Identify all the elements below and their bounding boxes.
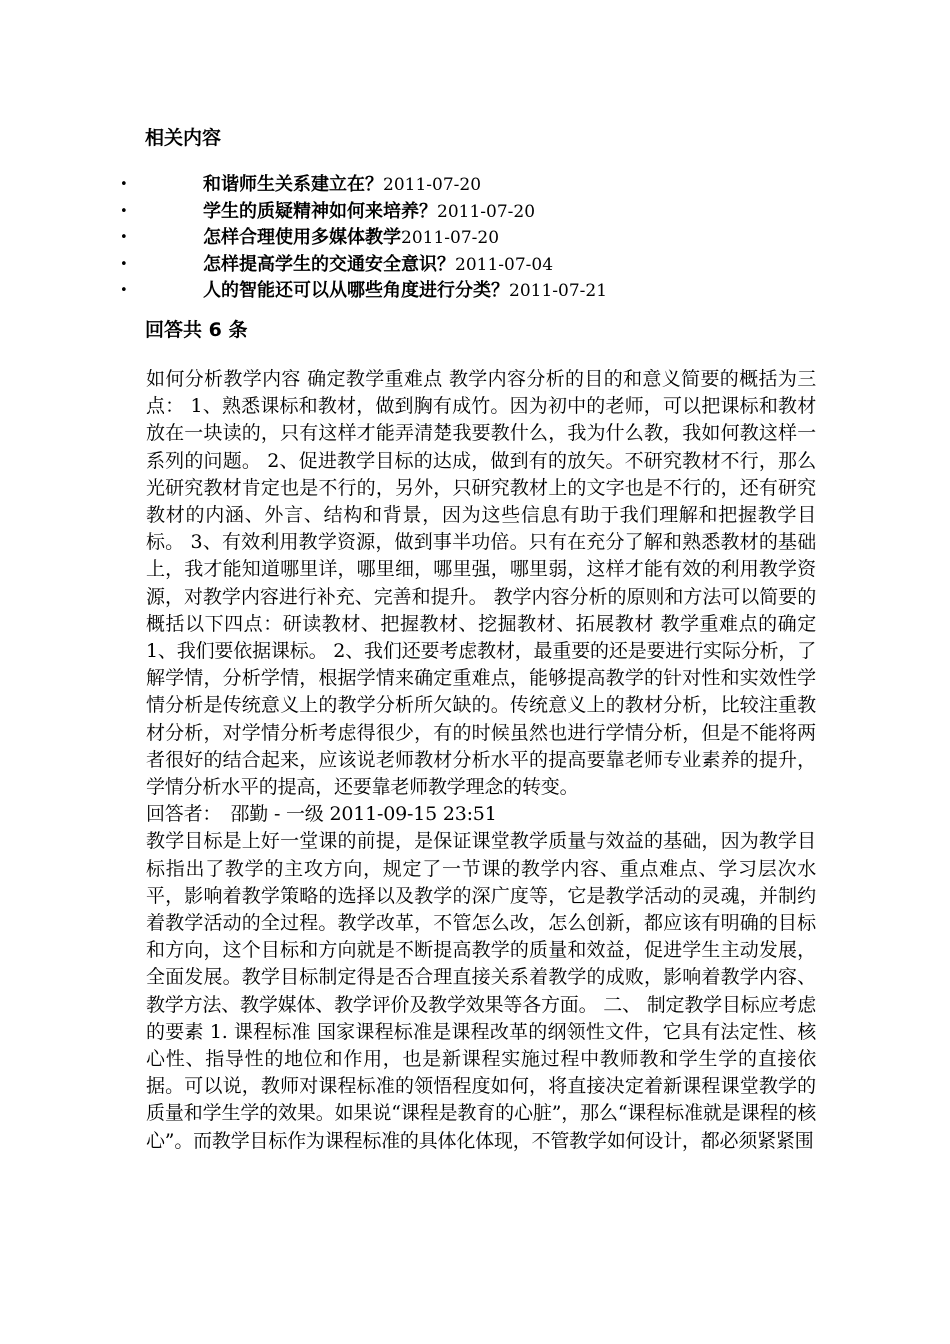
answerer-line: 回答者： 邵勤 - 一级 2011-09-15 23:51 — [146, 803, 497, 826]
bullet-icon: • — [120, 177, 128, 192]
related-link-2[interactable] — [203, 199, 535, 226]
bullet-icon: • — [120, 230, 128, 245]
related-item — [0, 278, 950, 305]
related-link-5[interactable] — [203, 278, 607, 305]
answers-count-heading: 回答共 6 条 — [145, 319, 248, 341]
related-item-date: 2011-07-20 — [383, 175, 482, 195]
related-link-1[interactable] — [203, 172, 481, 199]
related-item — [0, 172, 950, 199]
related-content-heading: 相关内容 — [145, 127, 222, 149]
related-item — [0, 225, 950, 252]
related-link-4[interactable] — [203, 252, 553, 279]
related-item-title: 怎样提高学生的交通安全意识？ — [203, 253, 455, 275]
bullet-icon: • — [120, 283, 128, 298]
related-item-title: 人的智能还可以从哪些角度进行分类？ — [203, 280, 509, 301]
bullet-icon: • — [120, 203, 128, 219]
related-item-date: 2011-07-20 — [401, 228, 500, 248]
related-item-date: 2011-07-20 — [437, 201, 536, 222]
answer-text: 如何分析教学内容 确定教学重难点 教学内容分析的目的和意义简要的概括为三点： 1、熟悉课标和教材，做到胸有成竹。因为初中的老师，可以把课标和教材放在一块读的，只有这样才能弄清楚我要教什么，我为什么教，我如何教这样一系列的问题。 2、促进教学目标的达成，做到有的放矢。不研究教材不行，那么光研究教材肯定也是不行的，另外，只研究教材上的文字也是不行的，还有研究教材的内涵、外言、结构和背景，因为这些信息有助于我们理解和把握教学目标。 3、有效利用教学资源，做到事半功倍。只有在充分了解和熟悉教材的基础上，我才能知道哪里详，哪里细，哪里强，哪里弱，这样才能有效的利用教学资源，对教学内容进行补充、完善和提升。 教学内容分析的原则和方法可以简要的概括以下四点：研读教材、把握教材、挖掘教材、拓展教材 教学重难点的确定 1、我们要依据课标。 2、我们还要考虑教材，最重要的还是要进行实际分析，了解学情，分析学情，根据学情来确定重难点，能够提高教学的针对性和实效性学情分析是传统意义上的教学分析所欠缺的。传统意义上的教材分析，比较注重教材分析，对学情分析考虑得很少，有的时候虽然也进行学情分析，但是不能将两者很好的结合起来，应该说老师教材分析水平的提高要靠老师专业素养的提升，学情分析水平的提高，还要靠老师教学理念的转变。 — [146, 368, 816, 799]
answer-text: 教学目标是上好一堂课的前提，是保证课堂教学质量与效益的基础，因为教学目标指出了教学的主攻方向，规定了一节课的教学内容、重点难点、学习层次水平，影响着教学策略的选择以及教学的深广度等，它是教学活动的灵魂，并制约着教学活动的全过程。教学改革，不管怎么改，怎么创新，都应该有明确的目标和方向，这个目标和方向就是不断提高教学的质量和效益，促进学生主动发展，全面发展。教学目标制定得是否合理直接关系着教学的成败，影响着教学内容、教学方法、教学媒体、教学评价及教学效果等各方面。 二、 制定教学目标应考虑的要素 1. 课程标准 国家课程标准是课程改革的纲领性文件，它具有法定性、核心性、指导性的地位和作用，也是新课程实施过程中教师教和学生学的直接依据。可以说，教师对课程标准的领悟程度如何，将直接决定着新课程课堂教学的质量和学生学的效果。如果说“课程是教育的心脏”，那么“课程标准就是课程的核心”。而教学目标作为课程标准的具体化体现，不管教学如何设计，都必须紧紧围 — [146, 830, 816, 1152]
related-item-title: 学生的质疑精神如何来培养？ — [203, 200, 437, 222]
related-item — [0, 199, 950, 226]
bullet-icon: • — [120, 256, 128, 272]
answers-section — [146, 366, 816, 1155]
related-list — [0, 172, 950, 305]
related-item-date: 2011-07-21 — [509, 281, 608, 301]
related-item-title: 怎样合理使用多媒体教学 — [203, 227, 401, 248]
related-link-3[interactable] — [203, 225, 499, 252]
related-item-date: 2011-07-04 — [455, 254, 554, 275]
related-item-title: 和谐师生关系建立在？ — [203, 174, 383, 195]
related-item — [0, 252, 950, 279]
